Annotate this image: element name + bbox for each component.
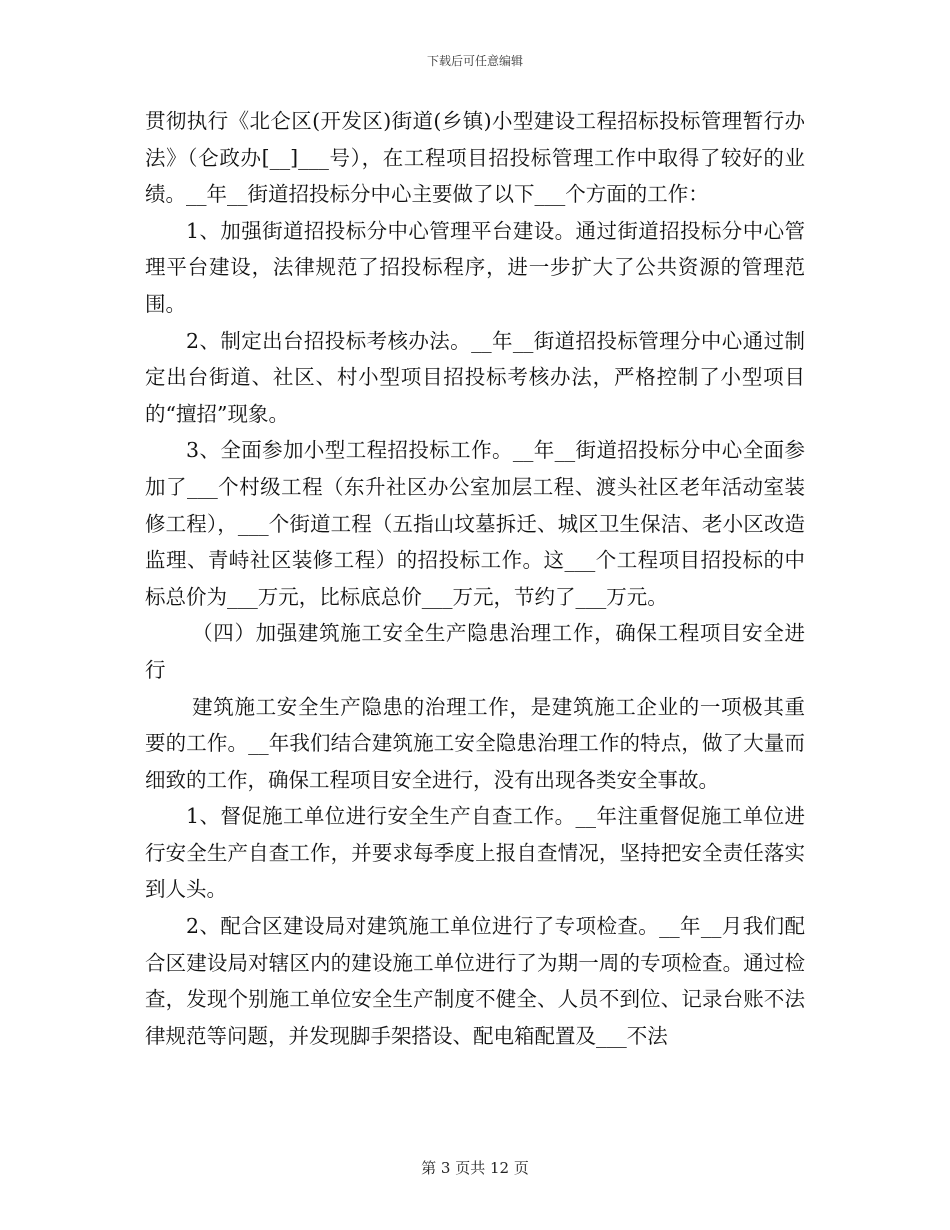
section-heading-4: （四）加强建筑施工安全生产隐患治理工作，确保工程项目安全进行	[145, 621, 805, 682]
paragraph-safety-item-1: 1、督促施工单位进行安全生产自查工作。__年注重督促施工单位进行安全生产自查工作，并要求每季度上报自查情况，坚持把安全责任落实到人头。	[145, 804, 805, 902]
paragraph-item-2-assessment: 2、制定出台招投标考核办法。__年__街道招投标管理分中心通过制定出台街道、社区、村小型项目招投标考核办法，严格控制了小型项目的“擅招”现象。	[145, 328, 805, 426]
paragraph-item-3-bidding: 3、全面参加小型工程招投标工作。__年__街道招投标分中心全面参加了___个村级工程（东升社区办公室加层工程、渡头社区老年活动室装修工程），___个街道工程（五指山坟墓拆迁、城区卫生保洁、老小区改造监理、青峙社区装修工程）的招投标工作。这___个工程项目招投标的中标总价为___万元，比标底总价___万元，节约了___万元。	[145, 438, 805, 609]
document-body	[145, 103, 805, 1054]
paragraph-safety-item-2: 2、配合区建设局对建筑施工单位进行了专项检查。__年__月我们配合区建设局对辖区内的建设施工单位进行了为期一周的专项检查。通过检查，发现个别施工单位安全生产制度不健全、人员不到位、记录台账不法律规范等问题，并发现脚手架搭设、配电箱配置及___不法	[145, 914, 805, 1048]
paragraph-item-1-platform: 1、加强街道招投标分中心管理平台建设。通过街道招投标分中心管理平台建设，法律规范了招投标程序，进一步扩大了公共资源的管理范围。	[145, 218, 805, 316]
paragraph-safety-intro: 建筑施工安全生产隐患的治理工作，是建筑施工企业的一项极其重要的工作。__年我们结合建筑施工安全隐患治理工作的特点，做了大量而细致的工作，确保工程项目安全进行，没有出现各类安全事故。	[145, 694, 805, 792]
paragraph-intro: 贯彻执行《北仑区(开发区)街道(乡镇)小型建设工程招标投标管理暂行办法》（仑政办[__]___号），在工程项目招投标管理工作中取得了较好的业绩。__年__街道招投标分中心主要做了以下___个方面的工作：	[145, 109, 805, 207]
page-number-footer: 第 3 页共 12 页	[421, 1159, 529, 1177]
page-header-note: 下载后可任意编辑	[426, 54, 523, 68]
